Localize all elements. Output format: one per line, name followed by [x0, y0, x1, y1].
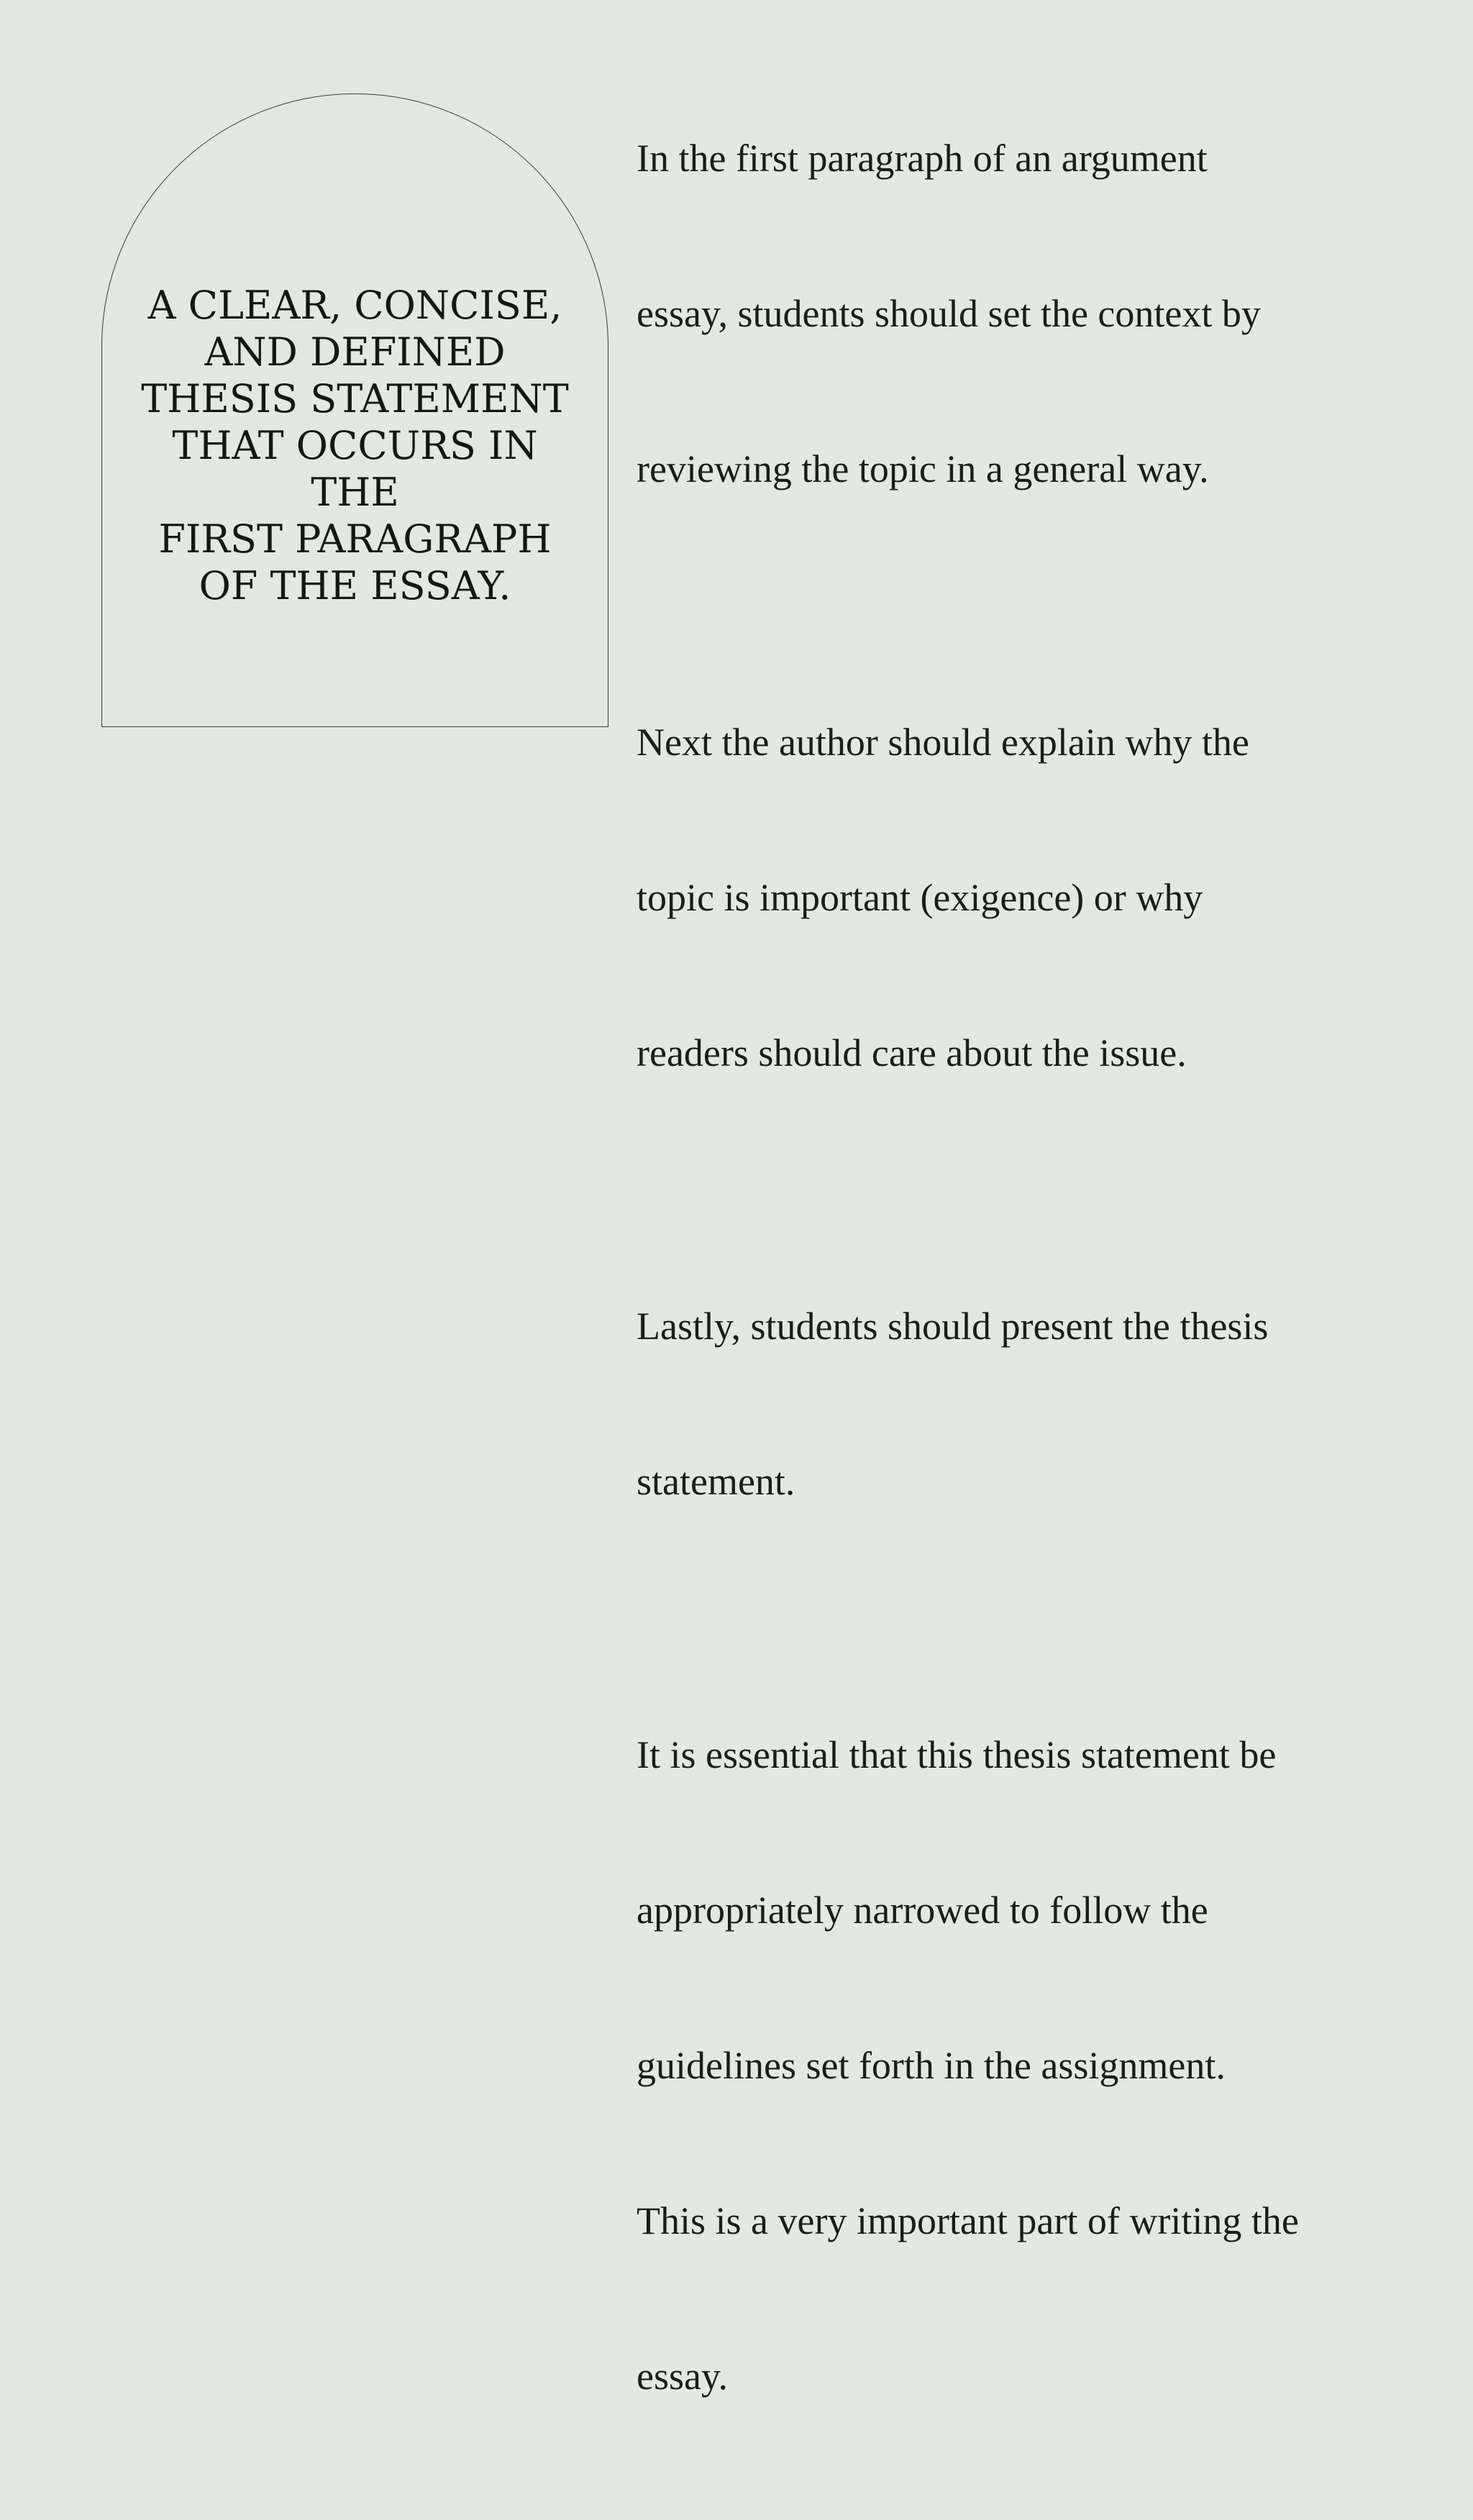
paragraph-line: This is a very important part of writing the — [637, 2199, 1299, 2242]
paragraph-line: essay. — [637, 2355, 728, 2398]
callout-line: OF THE ESSAY. — [199, 563, 511, 608]
paragraph-exigence — [637, 613, 1435, 1182]
paragraph-line: In the first paragraph of an argument — [637, 137, 1208, 180]
paragraph-line: statement. — [637, 1460, 795, 1503]
paragraph-line: readers should care about the issue. — [637, 1031, 1187, 1074]
callout-line: THAT OCCURS IN — [172, 423, 538, 468]
body-text — [637, 29, 1435, 2520]
paragraph-line: guidelines set forth in the assignment. — [637, 2044, 1226, 2087]
callout-line: AND DEFINED — [204, 329, 506, 375]
callout-line: FIRST PARAGRAPH — [158, 516, 552, 562]
paragraph-line: It is essential that this thesis statement be — [637, 1733, 1277, 1776]
thesis-callout — [130, 282, 580, 609]
callout-line: THE — [311, 470, 399, 515]
callout-line: A CLEAR, CONCISE, — [147, 283, 562, 328]
paragraph-line: topic is important (exigence) or why — [637, 876, 1203, 919]
paragraph-context — [637, 29, 1435, 598]
callout-line: THESIS STATEMENT — [141, 376, 569, 421]
paragraph-narrowing — [637, 1625, 1435, 2506]
paragraph-line: Next the author should explain why the — [637, 721, 1249, 764]
paragraph-line: reviewing the topic in a general way. — [637, 447, 1209, 490]
paragraph-line: Lastly, students should present the thesis — [637, 1305, 1269, 1348]
paragraph-line: appropriately narrowed to follow the — [637, 1889, 1208, 1932]
paragraph-thesis — [637, 1197, 1435, 1611]
paragraph-line: essay, students should set the context by — [637, 292, 1261, 335]
